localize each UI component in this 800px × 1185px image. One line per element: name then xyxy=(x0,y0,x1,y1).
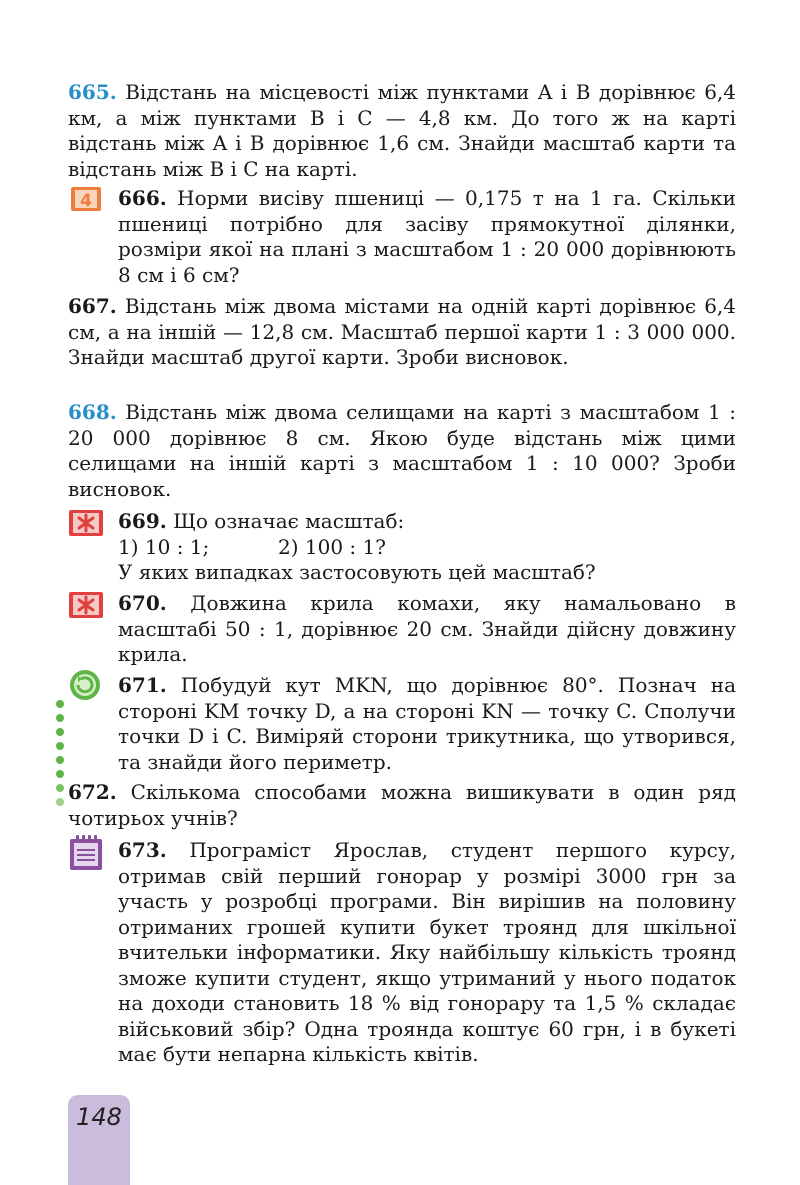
task-670 xyxy=(118,591,736,668)
task-text: Що означає масштаб: xyxy=(173,509,405,533)
task-text: Відстань між двома селищами на карті з масштабом 1 : 20 000 дорівнює 8 см. Якою буде відстань між цими селищами на іншій карті з масштабом 1 : 10 000? Зроби висновок. xyxy=(68,400,737,501)
task-text: Норми висіву пшениці — 0,175 т на 1 га. Скільки пшениці потрібно для засіву прямокутної ділянки, розміри якої на плані з масштабом 1 : 20 000 дорівнюють 8 см і 6 см? xyxy=(118,186,736,287)
task-666 xyxy=(118,186,736,288)
task-number: 670. xyxy=(118,591,167,615)
page-number-tab xyxy=(68,1095,130,1185)
task-text: Відстань між двома містами на одній карті дорівнює 6,4 см, а на іншій — 12,8 см. Масштаб першої карти 1 : 3 000 000. Знайди масштаб другої карти. Зроби висновок. xyxy=(68,294,736,369)
task-673 xyxy=(118,838,736,1068)
notepad-icon xyxy=(68,834,104,872)
task-number: 667. xyxy=(68,294,117,318)
task-text: Побудуй кут MKN, що дорівнює 80°. Познач на стороні KM точку D, а на стороні KN — точку C. Сполучи точки D і C. Виміряй сторони трикутника, що утворився, та знайди його периметр. xyxy=(118,673,737,774)
option-2: 2) 100 : 1? xyxy=(278,534,386,559)
dotted-line xyxy=(56,700,66,812)
star-icon xyxy=(68,509,104,537)
option-1: 1) 10 : 1; xyxy=(118,534,210,559)
task-text-2: У яких випадках застосовують цей масштаб? xyxy=(118,560,596,584)
task-text: Скількома способами можна вишикувати в один ряд чотирьох учнів? xyxy=(68,780,737,830)
task-665 xyxy=(68,80,736,182)
task-672 xyxy=(68,780,736,831)
task-number: 669. xyxy=(118,509,167,533)
cycle-icon xyxy=(68,668,102,702)
task-number: 666. xyxy=(118,186,167,210)
task-number: 668. xyxy=(68,400,117,424)
task-667 xyxy=(68,294,736,371)
task-text: Довжина крила комахи, яку намальовано в масштабі 50 : 1, дорівнює 20 см. Знайди дійсну довжину крила. xyxy=(118,591,736,666)
level-number: 4 xyxy=(80,191,92,211)
task-669 xyxy=(118,509,736,586)
page-number: 148 xyxy=(76,1103,122,1131)
task-671 xyxy=(118,673,736,775)
task-number: 672. xyxy=(68,780,117,804)
task-number: 671. xyxy=(118,673,167,697)
star-icon xyxy=(68,591,104,619)
level-4-icon xyxy=(70,186,102,212)
task-number: 665. xyxy=(68,80,117,104)
task-668 xyxy=(68,400,736,502)
task-number: 673. xyxy=(118,838,167,862)
task-text: Програміст Ярослав, студент першого курсу, отримав свій перший гонорар у розмірі 3000 грн за участь у розробці програми. Він вирішив на половину отриманих грошей купити букет троянд для шкільної вчительки інформатики. Яку найбільшу кількість троянд зможе купити студент, якщо утриманий у нього податок на доходи становить 18 % від гонорару та 1,5 % складає військовий збір? Одна троянда коштує 60 грн, і в букеті має бути непарна кількість квітів. xyxy=(118,838,736,1066)
task-text: Відстань на місцевості між пунктами A і B дорівнює 6,4 км, а між пунктами B і C — 4,8 км. До того ж на карті відстань між A і B дорівнює 1,6 см. Знайди масштаб карти та відстань між B і C на карті. xyxy=(68,80,736,181)
